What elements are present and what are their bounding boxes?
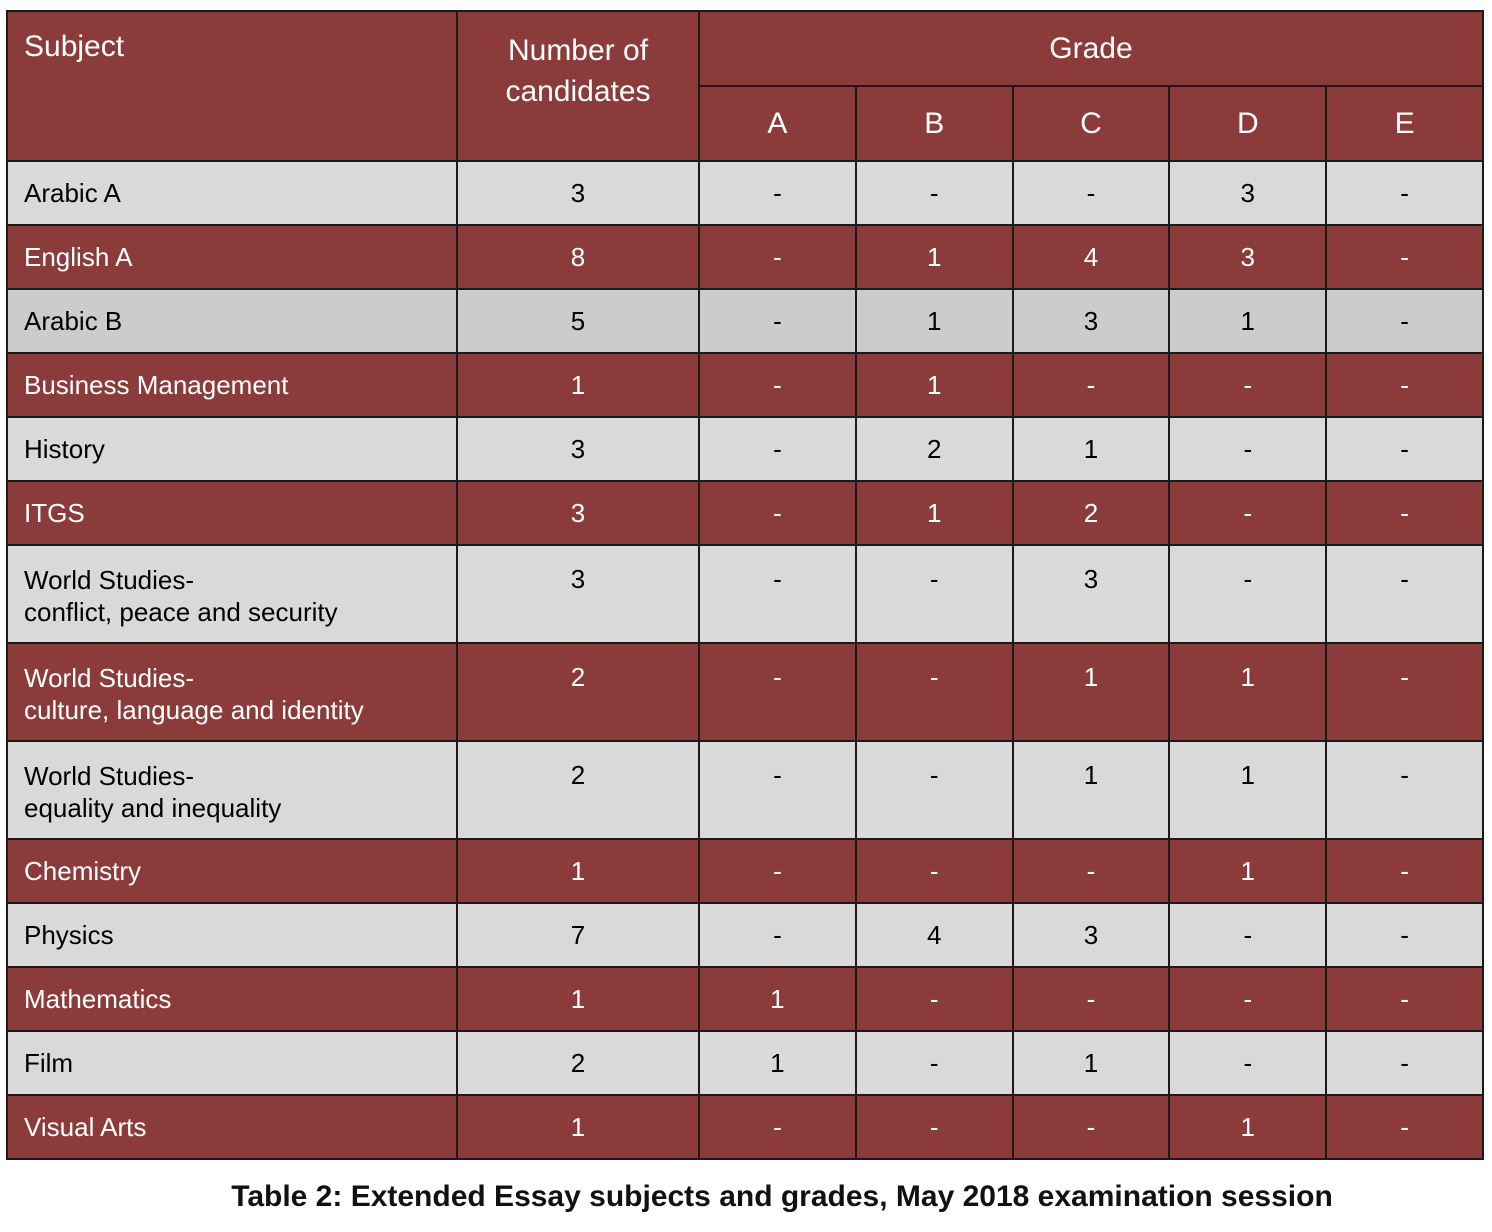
candidates-cell: 3 xyxy=(457,545,699,643)
candidates-cell: 2 xyxy=(457,741,699,839)
candidates-cell: 1 xyxy=(457,353,699,417)
grade-c-cell: 2 xyxy=(1013,481,1170,545)
grade-d-cell: 1 xyxy=(1169,289,1326,353)
candidates-cell: 1 xyxy=(457,967,699,1031)
header-grade-c: C xyxy=(1013,86,1170,161)
grade-a-cell: - xyxy=(699,839,856,903)
grade-d-cell: 1 xyxy=(1169,839,1326,903)
grade-a-cell: - xyxy=(699,1095,856,1159)
candidates-cell: 3 xyxy=(457,161,699,225)
grade-d-cell: - xyxy=(1169,481,1326,545)
subject-cell xyxy=(7,903,457,967)
subject-cell xyxy=(7,1031,457,1095)
subject-label: World Studies- xyxy=(24,565,195,595)
grade-e-cell: - xyxy=(1326,643,1483,741)
grade-c-cell: - xyxy=(1013,967,1170,1031)
grade-e-cell: - xyxy=(1326,1031,1483,1095)
grade-c-cell: 3 xyxy=(1013,289,1170,353)
grade-e-cell: - xyxy=(1326,417,1483,481)
subject-cell xyxy=(7,225,457,289)
subject-label: Visual Arts xyxy=(24,1112,147,1142)
candidates-cell: 2 xyxy=(457,1031,699,1095)
subject-label: World Studies- xyxy=(24,761,195,791)
subject-cell xyxy=(7,967,457,1031)
candidates-cell: 2 xyxy=(457,643,699,741)
grade-d-cell: 3 xyxy=(1169,225,1326,289)
grade-b-cell: - xyxy=(856,545,1013,643)
table-row xyxy=(7,1031,1483,1095)
grade-e-cell: - xyxy=(1326,1095,1483,1159)
grade-e-cell: - xyxy=(1326,481,1483,545)
grade-a-cell: - xyxy=(699,353,856,417)
grade-a-cell: 1 xyxy=(699,1031,856,1095)
table-row xyxy=(7,643,1483,741)
subject-label: World Studies- xyxy=(24,663,195,693)
grade-c-cell: 1 xyxy=(1013,1031,1170,1095)
table-row xyxy=(7,353,1483,417)
grade-d-cell: - xyxy=(1169,545,1326,643)
grade-c-cell: - xyxy=(1013,353,1170,417)
grade-a-cell: - xyxy=(699,289,856,353)
table-row xyxy=(7,481,1483,545)
subject-cell xyxy=(7,839,457,903)
grade-a-cell: - xyxy=(699,481,856,545)
grade-b-cell: 1 xyxy=(856,225,1013,289)
table-row xyxy=(7,161,1483,225)
subject-sublabel: conflict, peace and security xyxy=(24,597,338,627)
grade-d-cell: - xyxy=(1169,1031,1326,1095)
subject-cell xyxy=(7,545,457,643)
grade-e-cell: - xyxy=(1326,903,1483,967)
subject-cell xyxy=(7,741,457,839)
subject-cell xyxy=(7,1095,457,1159)
grade-c-cell: 1 xyxy=(1013,643,1170,741)
grade-b-cell: 1 xyxy=(856,481,1013,545)
subject-label: Film xyxy=(24,1048,74,1078)
table-row xyxy=(7,839,1483,903)
extended-essay-grades-table xyxy=(6,10,1484,1160)
subject-cell xyxy=(7,643,457,741)
grade-a-cell: - xyxy=(699,643,856,741)
grade-b-cell: - xyxy=(856,839,1013,903)
grade-e-cell: - xyxy=(1326,741,1483,839)
table-caption: Table 2: Extended Essay subjects and grades, May 2018 examination session xyxy=(231,1180,1333,1213)
grade-b-cell: 1 xyxy=(856,289,1013,353)
header-subject: Subject xyxy=(7,11,457,161)
grade-c-cell: - xyxy=(1013,1095,1170,1159)
table-row xyxy=(7,1095,1483,1159)
table-row xyxy=(7,545,1483,643)
subject-label: Arabic A xyxy=(24,178,121,208)
grade-a-cell: - xyxy=(699,903,856,967)
candidates-cell: 1 xyxy=(457,1095,699,1159)
grade-d-cell: - xyxy=(1169,967,1326,1031)
candidates-cell: 3 xyxy=(457,481,699,545)
grade-a-cell: - xyxy=(699,417,856,481)
grade-b-cell: - xyxy=(856,643,1013,741)
subject-sublabel: culture, language and identity xyxy=(24,695,364,725)
grade-a-cell: 1 xyxy=(699,967,856,1031)
grade-c-cell: 1 xyxy=(1013,741,1170,839)
grade-b-cell: - xyxy=(856,1095,1013,1159)
subject-label: Arabic B xyxy=(24,306,123,336)
candidates-cell: 7 xyxy=(457,903,699,967)
subject-cell xyxy=(7,353,457,417)
header-grade-b: B xyxy=(856,86,1013,161)
subject-label: Chemistry xyxy=(24,856,142,886)
candidates-cell: 3 xyxy=(457,417,699,481)
subject-label: Physics xyxy=(24,920,114,950)
grade-e-cell: - xyxy=(1326,545,1483,643)
grade-c-cell: 4 xyxy=(1013,225,1170,289)
subject-label: Business Management xyxy=(24,370,289,400)
table-row xyxy=(7,417,1483,481)
table-row xyxy=(7,967,1483,1031)
grade-a-cell: - xyxy=(699,545,856,643)
grade-d-cell: 1 xyxy=(1169,741,1326,839)
grade-d-cell: - xyxy=(1169,417,1326,481)
grade-c-cell: - xyxy=(1013,839,1170,903)
grade-c-cell: 1 xyxy=(1013,417,1170,481)
subject-label: ITGS xyxy=(24,498,85,528)
grade-e-cell: - xyxy=(1326,225,1483,289)
header-number-line2: candidates xyxy=(505,75,651,108)
header-grade-d: D xyxy=(1169,86,1326,161)
grade-c-cell: - xyxy=(1013,161,1170,225)
subject-cell xyxy=(7,289,457,353)
candidates-cell: 5 xyxy=(457,289,699,353)
table-row xyxy=(7,225,1483,289)
grade-d-cell: 3 xyxy=(1169,161,1326,225)
grade-e-cell: - xyxy=(1326,353,1483,417)
grade-d-cell: - xyxy=(1169,353,1326,417)
grade-c-cell: 3 xyxy=(1013,545,1170,643)
grade-b-cell: 4 xyxy=(856,903,1013,967)
grade-a-cell: - xyxy=(699,225,856,289)
grade-b-cell: - xyxy=(856,161,1013,225)
grade-c-cell: 3 xyxy=(1013,903,1170,967)
header-grade: Grade xyxy=(699,11,1483,86)
grade-b-cell: - xyxy=(856,967,1013,1031)
subject-cell xyxy=(7,161,457,225)
grade-a-cell: - xyxy=(699,741,856,839)
table-row xyxy=(7,289,1483,353)
table-row xyxy=(7,741,1483,839)
grade-a-cell: - xyxy=(699,161,856,225)
grade-e-cell: - xyxy=(1326,967,1483,1031)
subject-cell xyxy=(7,481,457,545)
grade-d-cell: 1 xyxy=(1169,1095,1326,1159)
grade-e-cell: - xyxy=(1326,161,1483,225)
header-number-of-candidates xyxy=(457,11,699,161)
header-number-line1: Number of xyxy=(507,34,649,67)
header-grade-a: A xyxy=(699,86,856,161)
grade-d-cell: - xyxy=(1169,903,1326,967)
grade-d-cell: 1 xyxy=(1169,643,1326,741)
subject-cell xyxy=(7,417,457,481)
candidates-cell: 1 xyxy=(457,839,699,903)
table-row xyxy=(7,903,1483,967)
candidates-cell: 8 xyxy=(457,225,699,289)
subject-label: English A xyxy=(24,242,133,272)
grade-e-cell: - xyxy=(1326,289,1483,353)
grade-b-cell: 1 xyxy=(856,353,1013,417)
subject-label: Mathematics xyxy=(24,984,172,1014)
grade-e-cell: - xyxy=(1326,839,1483,903)
grade-b-cell: - xyxy=(856,741,1013,839)
subject-sublabel: equality and inequality xyxy=(24,793,282,823)
subject-label: History xyxy=(24,434,105,464)
grade-b-cell: 2 xyxy=(856,417,1013,481)
grade-b-cell: - xyxy=(856,1031,1013,1095)
header-grade-e: E xyxy=(1326,86,1483,161)
